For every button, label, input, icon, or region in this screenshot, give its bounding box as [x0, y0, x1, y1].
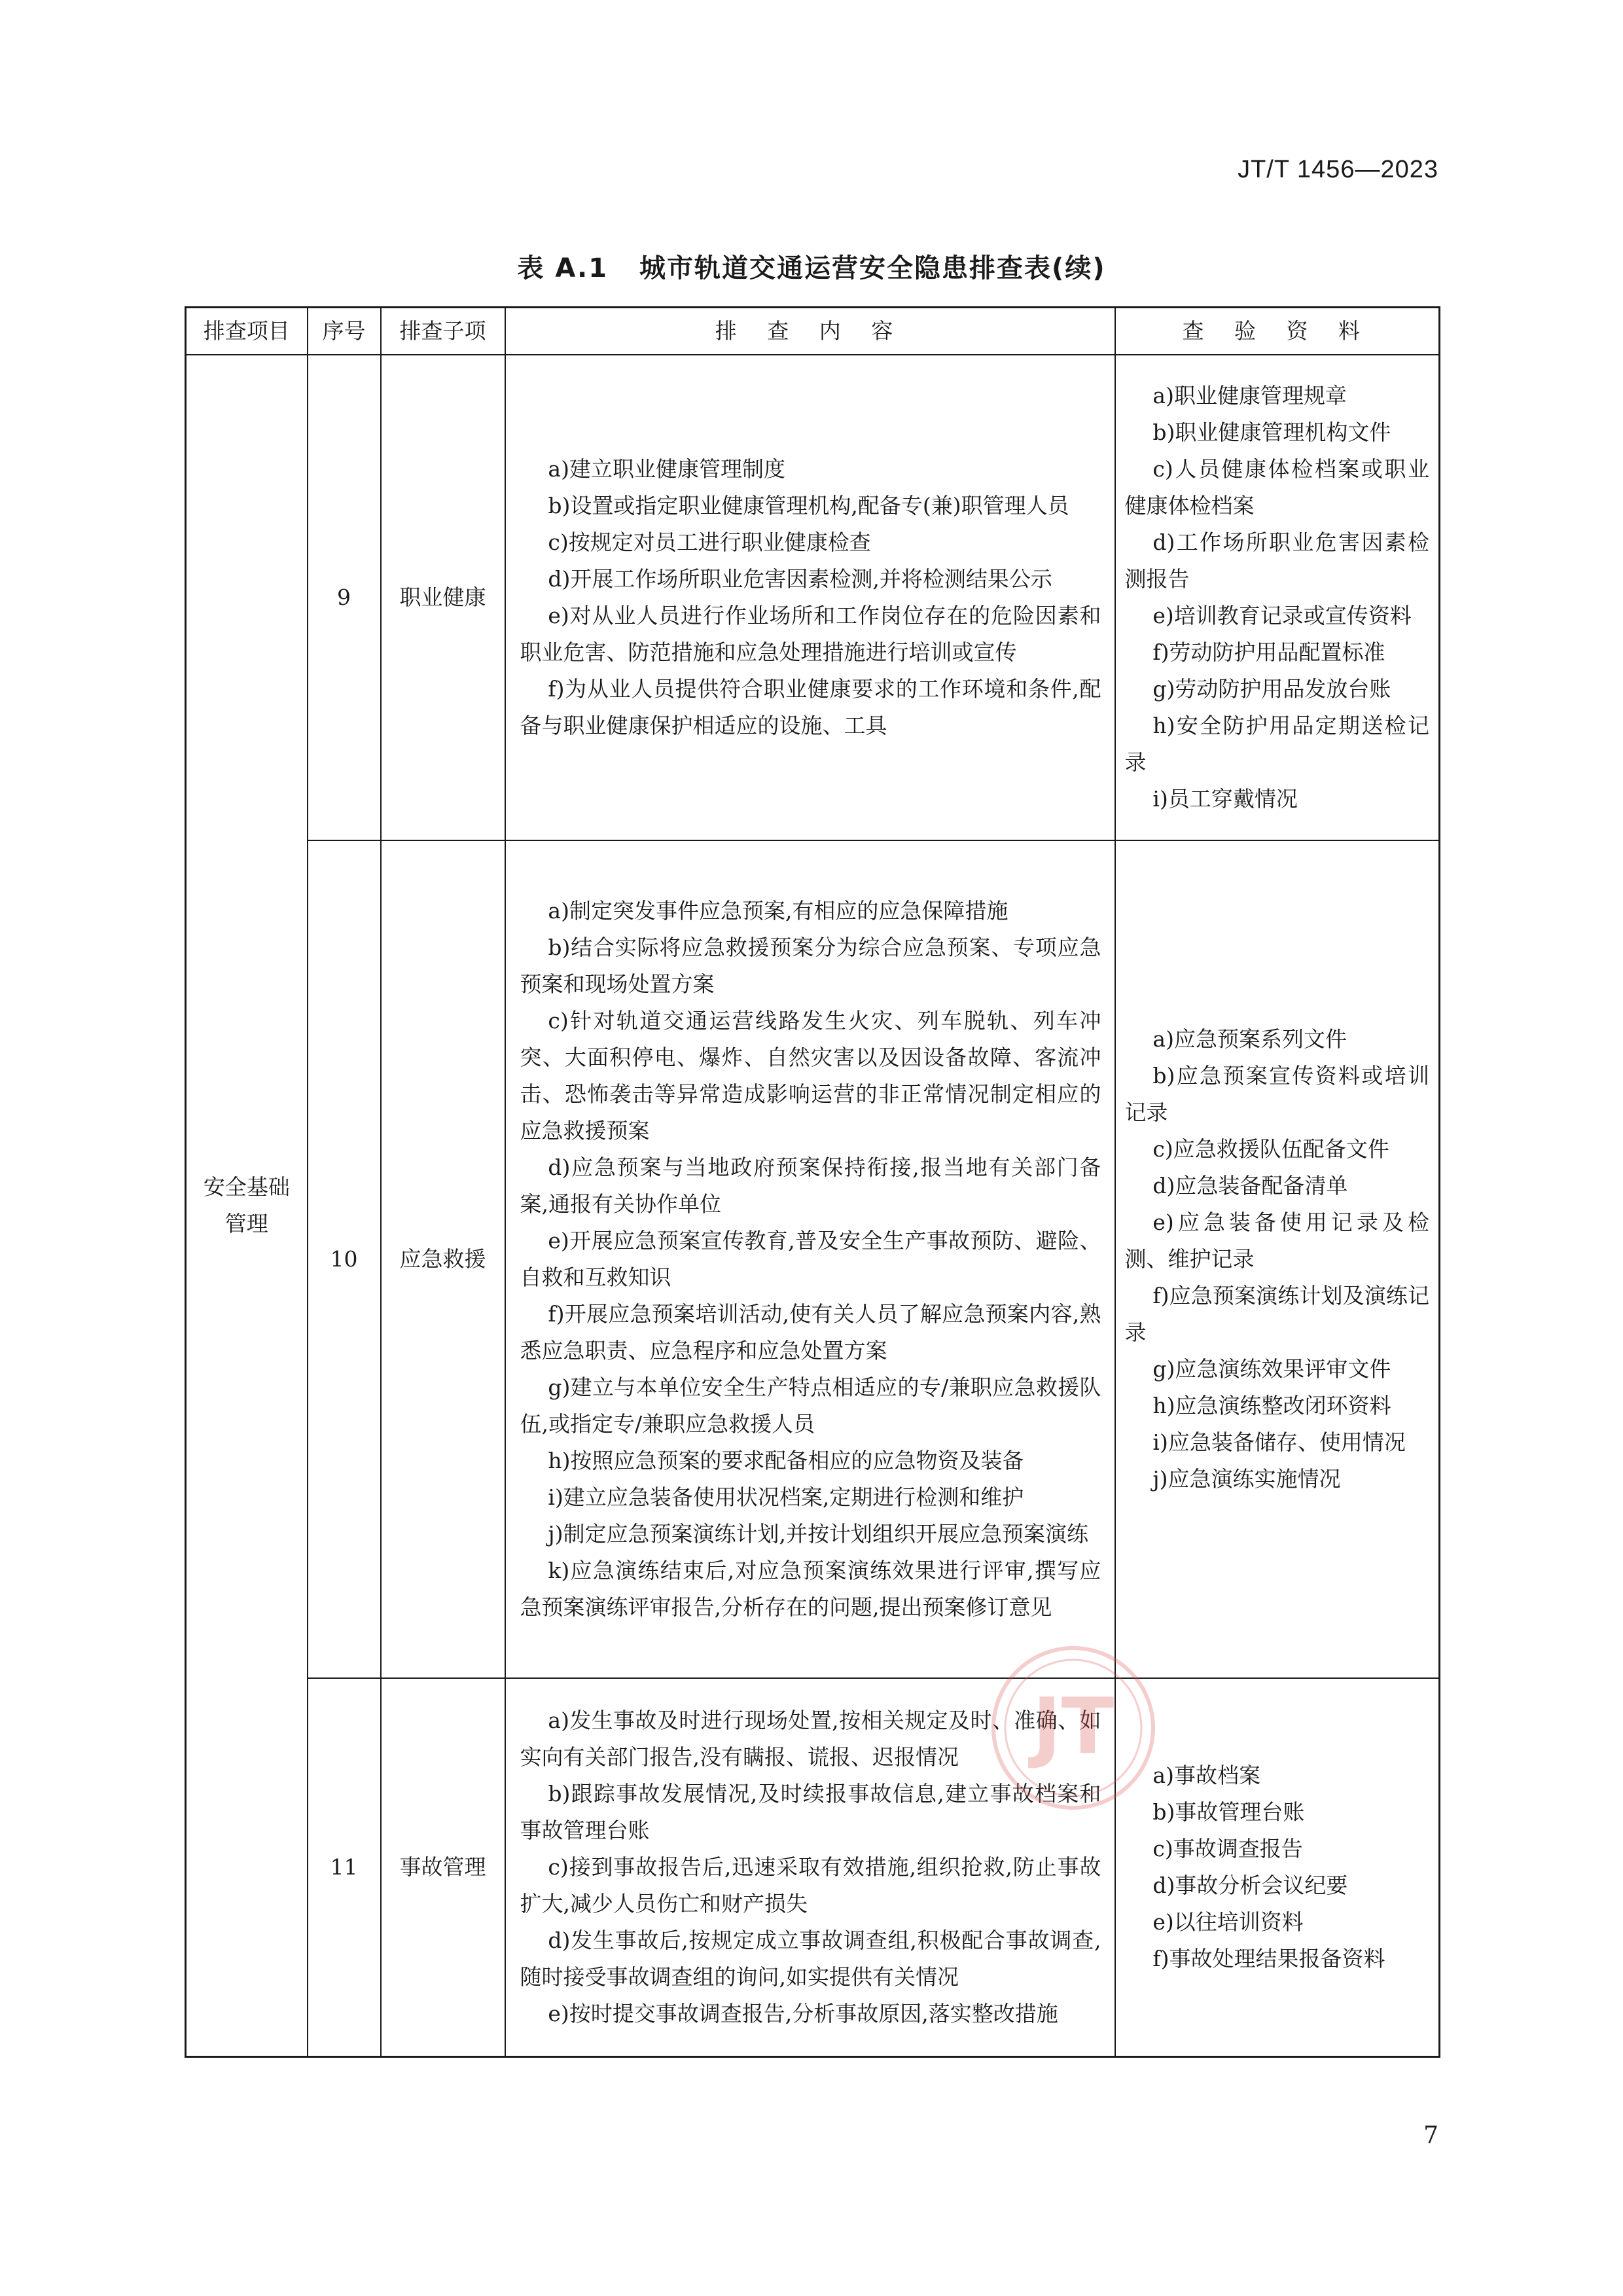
material-line: b)事故管理台账 [1152, 1799, 1305, 1825]
standard-code: JT/T 1456—2023 [1238, 156, 1438, 183]
content-line: a)发生事故及时进行现场处置,按相关规定及时、准确、如实向有关部门报告,没有瞒报、谎报、迟报情况 [520, 1707, 1101, 1770]
sub-item: 应急救援 [381, 840, 505, 1678]
material-line: a)职业健康管理规章 [1152, 383, 1347, 408]
material-line: d)事故分析会议纪要 [1152, 1872, 1348, 1898]
table-number: 表 A.1 [517, 253, 609, 283]
column-header-content: 排 查 内 容 [505, 308, 1115, 355]
material-line: j)应急演练实施情况 [1152, 1466, 1341, 1492]
content-line: b)设置或指定职业健康管理机构,配备专(兼)职管理人员 [548, 493, 1069, 518]
row-number: 10 [308, 840, 381, 1678]
material-line: g)劳动防护用品发放台账 [1152, 676, 1391, 702]
content-line: d)发生事故后,按规定成立事故调查组,积极配合事故调查,随时接受事故调查组的询问,如实提供有关情况 [520, 1927, 1101, 1990]
materials-cell [1115, 355, 1440, 840]
content-line: j)制定应急预案演练计划,并按计划组织开展应急预案演练 [548, 1521, 1088, 1547]
material-line: i)应急装备储存、使用情况 [1152, 1429, 1406, 1455]
column-header-materials: 查 验 资 料 [1115, 308, 1440, 355]
table-header-row [186, 308, 1440, 355]
content-line: k)应急演练结束后,对应急预案演练效果进行评审,撰写应急预案演练评审报告,分析存在的问题,提出预案修订意见 [520, 1558, 1101, 1620]
page-number: 7 [1423, 2122, 1438, 2149]
material-line: f)事故处理结果报备资料 [1152, 1945, 1385, 1971]
column-header-subitem: 排查子项 [381, 308, 505, 355]
sub-item: 职业健康 [381, 355, 505, 840]
table-name: 城市轨道交通运营安全隐患排查表(续) [639, 253, 1106, 283]
inspection-table [185, 306, 1440, 2058]
column-header-no: 序号 [308, 308, 381, 355]
material-line: a)应急预案系列文件 [1152, 1026, 1347, 1052]
material-line: b)职业健康管理机构文件 [1152, 420, 1391, 445]
category-cell [186, 355, 308, 2056]
category-label: 安全基础管理 [203, 1174, 290, 1236]
content-line: h)按照应急预案的要求配备相应的应急物资及装备 [548, 1448, 1024, 1473]
content-line: b)结合实际将应急救援预案分为综合应急预案、专项应急预案和现场处置方案 [520, 935, 1101, 997]
svg-text:JT: JT [1032, 1681, 1115, 1771]
material-line: c)应急救援队伍配备文件 [1152, 1136, 1389, 1162]
content-line: f)开展应急预案培训活动,使有关人员了解应急预案内容,熟悉应急职责、应急程序和应急处置方案 [520, 1301, 1101, 1363]
material-line: e)以往培训资料 [1152, 1909, 1304, 1935]
content-line: f)为从业人员提供符合职业健康要求的工作环境和条件,配备与职业健康保护相适应的设施、工具 [520, 676, 1101, 738]
content-line: c)按规定对员工进行职业健康检查 [548, 529, 871, 555]
content-line: e)按时提交事故调查报告,分析事故原因,落实整改措施 [548, 2000, 1058, 2026]
content-line: c)针对轨道交通运营线路发生火灾、列车脱轨、列车冲突、大面积停电、爆炸、自然灾害以及因设备故障、客流冲击、恐怖袭击等异常造成影响运营的非正常情况制定相应的应急救援预案 [520, 1008, 1101, 1143]
column-header-item: 排查项目 [186, 308, 308, 355]
material-line: i)员工穿戴情况 [1152, 786, 1298, 812]
materials-cell [1115, 1678, 1440, 2056]
table-row [186, 1678, 1440, 2056]
material-line: f)应急预案演练计划及演练记录 [1124, 1283, 1429, 1345]
content-line: g)建立与本单位安全生产特点相适应的专/兼职应急救援队伍,或指定专/兼职应急救援人员 [520, 1374, 1101, 1437]
content-line: d)开展工作场所职业危害因素检测,并将检测结果公示 [548, 566, 1052, 592]
row-number: 11 [308, 1678, 381, 2056]
content-cell [505, 355, 1115, 840]
content-line: d)应急预案与当地政府预案保持衔接,报当地有关部门备案,通报有关协作单位 [520, 1155, 1101, 1217]
content-line: c)接到事故报告后,迅速采取有效措施,组织抢救,防止事故扩大,减少人员伤亡和财产损失 [520, 1854, 1101, 1916]
table-row [186, 355, 1440, 840]
material-line: c)人员健康体检档案或职业健康体检档案 [1124, 456, 1429, 518]
material-line: g)应急演练效果评审文件 [1152, 1356, 1391, 1382]
content-line: b)跟踪事故发展情况,及时续报事故信息,建立事故档案和事故管理台账 [520, 1780, 1101, 1843]
sub-item: 事故管理 [381, 1678, 505, 2056]
material-line: f)劳动防护用品配置标准 [1152, 639, 1385, 665]
row-number: 9 [308, 355, 381, 840]
material-line: h)安全防护用品定期送检记录 [1124, 713, 1429, 775]
material-line: d)工作场所职业危害因素检测报告 [1124, 529, 1429, 592]
content-cell [505, 840, 1115, 1678]
table-row [186, 840, 1440, 1678]
content-cell [505, 1678, 1115, 2056]
material-line: d)应急装备配备清单 [1152, 1173, 1348, 1198]
content-line: a)制定突发事件应急预案,有相应的应急保障措施 [548, 898, 1008, 924]
material-line: e)培训教育记录或宣传资料 [1152, 603, 1412, 628]
material-line: c)事故调查报告 [1152, 1835, 1303, 1861]
table-title [0, 247, 1623, 285]
content-line: i)建立应急装备使用状况档案,定期进行检测和维护 [548, 1484, 1024, 1510]
materials-cell [1115, 840, 1440, 1678]
material-line: e)应急装备使用记录及检测、维护记录 [1124, 1210, 1429, 1272]
content-line: a)建立职业健康管理制度 [548, 456, 785, 482]
material-line: b)应急预案宣传资料或培训记录 [1124, 1063, 1429, 1125]
content-line: e)开展应急预案宣传教育,普及安全生产事故预防、避险、自救和互救知识 [520, 1228, 1101, 1290]
material-line: a)事故档案 [1152, 1762, 1260, 1788]
content-line: e)对从业人员进行作业场所和工作岗位存在的危险因素和职业危害、防范措施和应急处理措施进行培训或宣传 [520, 603, 1101, 665]
material-line: h)应急演练整改闭环资料 [1152, 1393, 1391, 1418]
